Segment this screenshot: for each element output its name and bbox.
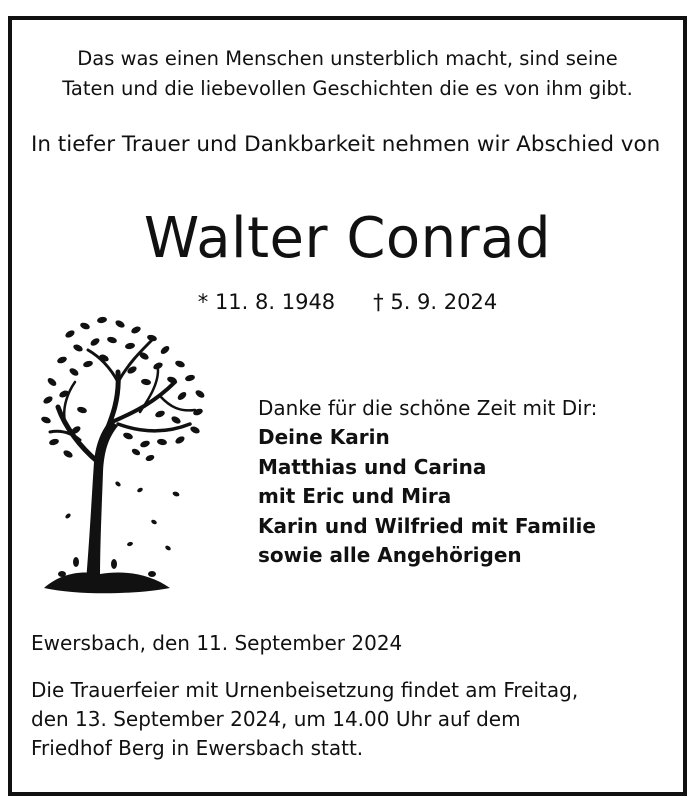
notice-line-2: den 13. September 2024, um 14.00 Uhr auf dem <box>31 707 521 731</box>
notice-line-3: Friedhof Berg in Ewersbach statt. <box>31 736 364 760</box>
funeral-notice <box>31 676 671 763</box>
signer-3: mit Eric und Mira <box>258 484 452 508</box>
signer-5: sowie alle Angehörigen <box>258 543 522 567</box>
memorial-quote <box>0 44 695 104</box>
quote-line-2: Taten und die liebevollen Geschichten die es von ihm gibt. <box>62 77 633 100</box>
signer-4: Karin und Wilfried mit Familie <box>258 513 596 538</box>
place-date: Ewersbach, den 11. September 2024 <box>31 631 403 655</box>
quote-line-1: Das was einen Menschen unsterblich macht, sind seine <box>77 47 618 70</box>
tree-icon <box>40 312 210 602</box>
thanks-line: Danke für die schöne Zeit mit Dir: <box>258 396 598 420</box>
signer-2: Matthias und Carina <box>258 454 487 479</box>
intro-text: In tiefer Trauer und Dankbarkeit nehmen wir Abschied von <box>31 132 661 157</box>
death-date: † 5. 9. 2024 <box>373 290 498 314</box>
notice-line-1: Die Trauerfeier mit Urnenbeisetzung findet am Freitag, <box>31 678 579 702</box>
birth-date: * 11. 8. 1948 <box>197 290 336 314</box>
thanks-block <box>258 393 678 571</box>
signer-1: Deine Karin <box>258 425 390 449</box>
deceased-name: Walter Conrad <box>143 206 552 271</box>
